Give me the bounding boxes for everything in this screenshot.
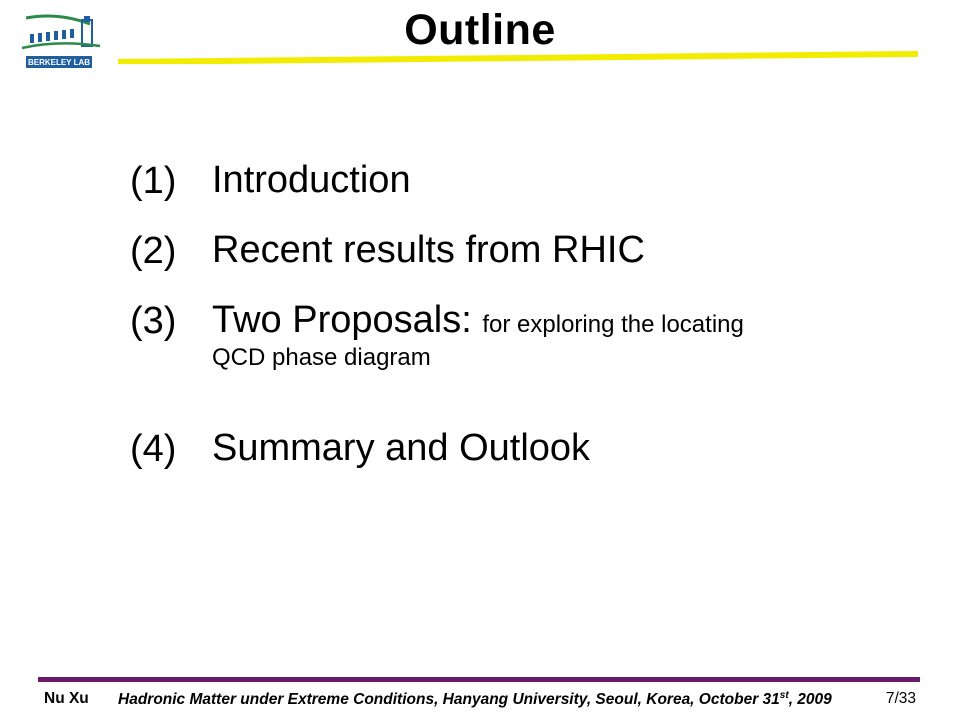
slide-footer [0, 690, 960, 716]
item-subtext: for exploring the locating [482, 311, 744, 338]
item-subtext-line2: QCD phase diagram [212, 344, 431, 372]
footer-rule [38, 677, 920, 682]
item-text: Two Proposals: [212, 299, 472, 341]
item-text: Recent results from RHIC [212, 229, 645, 271]
outline-item [130, 428, 590, 469]
footer-conference-tail: , 2009 [788, 691, 832, 709]
logo-text: BERKELEY LAB [27, 58, 91, 67]
page-number: 7/33 [885, 690, 916, 707]
slide-title: Outline [404, 6, 556, 54]
footer-conference [118, 690, 832, 709]
item-number: (4) [130, 428, 177, 470]
item-number: (3) [130, 300, 177, 342]
item-number: (1) [130, 160, 177, 202]
outline-item [130, 160, 411, 201]
item-text: Introduction [212, 159, 411, 201]
footer-conference-sup: st [779, 690, 789, 701]
outline-item [130, 300, 744, 371]
item-text: Summary and Outlook [212, 427, 591, 469]
title-underline [118, 50, 922, 64]
outline-item [130, 230, 645, 271]
item-number: (2) [130, 230, 177, 272]
footer-author: Nu Xu [44, 690, 89, 707]
footer-conference-main: Hadronic Matter under Extreme Conditions, Hanyang University, Seoul, Korea, October 31 [118, 691, 780, 709]
